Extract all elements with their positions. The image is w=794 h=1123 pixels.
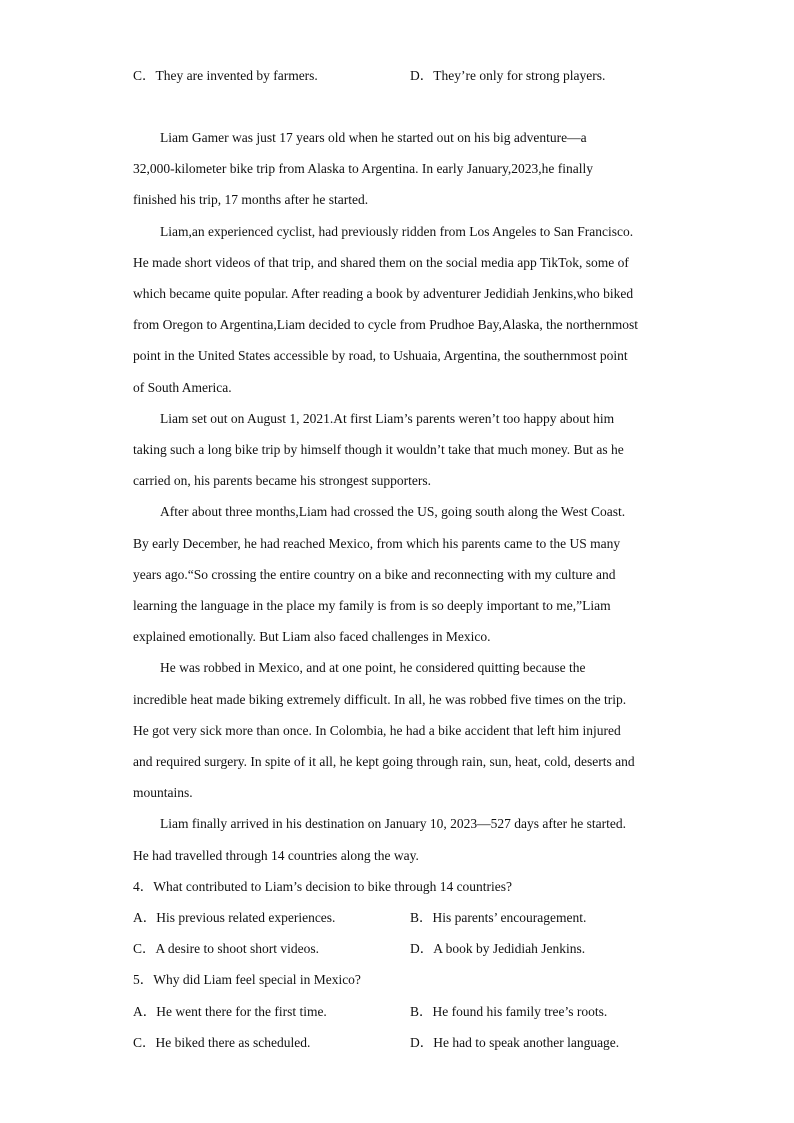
- question-4-option-b: B．His parents’ encouragement.: [410, 910, 587, 925]
- passage-line: finished his trip, 17 months after he started.: [133, 192, 369, 207]
- passage-line: carried on, his parents became his strongest supporters.: [133, 473, 432, 488]
- option-d: D．They’re only for strong players.: [410, 68, 606, 83]
- question-4-option-c: C．A desire to shoot short videos.: [133, 941, 319, 956]
- passage-line: He made short videos of that trip, and shared them on the social media app TikTok, some of: [133, 255, 629, 270]
- passage-line: and required surgery. In spite of it all, he kept going through rain, sun, heat, cold, deserts and: [133, 754, 635, 769]
- question-4-option-d: D．A book by Jedidiah Jenkins.: [410, 941, 586, 956]
- passage-line: which became quite popular. After reading a book by adventurer Jedidiah Jenkins,who biked: [133, 286, 634, 301]
- passage-line: He was robbed in Mexico, and at one point, he considered quitting because the: [160, 660, 586, 675]
- passage-line: from Oregon to Argentina,Liam decided to cycle from Prudhoe Bay,Alaska, the northernmost: [133, 317, 638, 332]
- question-5-stem: 5．Why did Liam feel special in Mexico?: [133, 972, 361, 987]
- passage-line: point in the United States accessible by road, to Ushuaia, Argentina, the southernmost point: [133, 348, 628, 363]
- passage-line: Liam Gamer was just 17 years old when he started out on his big adventure—a: [160, 130, 587, 145]
- passage-line: Liam set out on August 1, 2021.At first Liam’s parents weren’t too happy about him: [160, 411, 615, 426]
- passage-line: incredible heat made biking extremely difficult. In all, he was robbed five times on the trip.: [133, 692, 627, 707]
- passage-line: explained emotionally. But Liam also faced challenges in Mexico.: [133, 629, 491, 644]
- question-5-option-d: D．He had to speak another language.: [410, 1035, 620, 1050]
- passage-line: By early December, he had reached Mexico, from which his parents came to the US many: [133, 536, 621, 551]
- passage-line: mountains.: [133, 785, 193, 800]
- passage-line: years ago.“So crossing the entire country on a bike and reconnecting with my culture and: [133, 567, 616, 582]
- question-5-option-a: A．He went there for the first time.: [133, 1004, 327, 1019]
- passage-line: After about three months,Liam had crossed the US, going south along the West Coast.: [160, 504, 626, 519]
- question-4-option-a: A．His previous related experiences.: [133, 910, 336, 925]
- passage-line: of South America.: [133, 380, 232, 395]
- question-4-stem: 4．What contributed to Liam’s decision to bike through 14 countries?: [133, 879, 513, 894]
- passage-line: He had travelled through 14 countries along the way.: [133, 848, 419, 863]
- passage-line: Liam,an experienced cyclist, had previously ridden from Los Angeles to San Francisco.: [160, 224, 634, 239]
- passage-line: He got very sick more than once. In Colombia, he had a bike accident that left him injured: [133, 723, 621, 738]
- passage-line: 32,000-kilometer bike trip from Alaska to Argentina. In early January,2023,he finally: [133, 161, 594, 176]
- option-c: C．They are invented by farmers.: [133, 68, 318, 83]
- passage-line: learning the language in the place my family is from is so deeply important to me,”Liam: [133, 598, 611, 613]
- passage-line: Liam finally arrived in his destination on January 10, 2023—527 days after he started.: [160, 816, 627, 831]
- question-5-option-c: C．He biked there as scheduled.: [133, 1035, 311, 1050]
- question-5-option-b: B．He found his family tree’s roots.: [410, 1004, 608, 1019]
- passage-line: taking such a long bike trip by himself though it wouldn’t take that much money. But as he: [133, 442, 624, 457]
